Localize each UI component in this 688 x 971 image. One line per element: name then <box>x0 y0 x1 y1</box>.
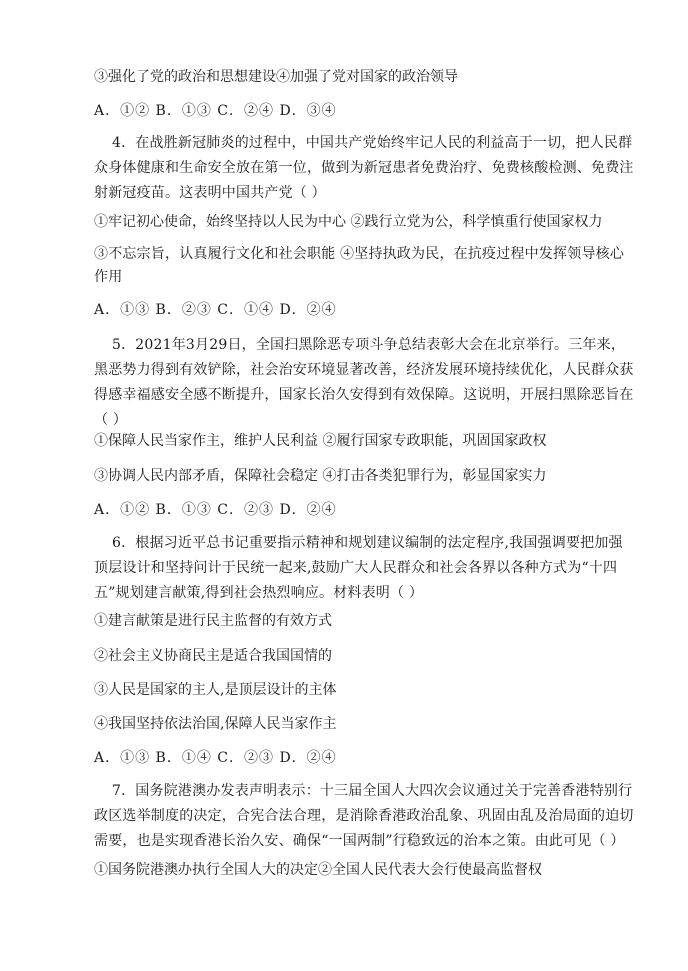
q6-option-3: ③人民是国家的主人,是顶层设计的主体 <box>94 682 337 698</box>
q6-option-2: ②社会主义协商民主是适合我国国情的 <box>94 648 332 664</box>
question-6: 6．根据习近平总书记重要指示精神和规划建议编制的法定程序,我国强调要把加强顶层设计和坚持问计于民统一起来,鼓励广大人民群众和社会各界以各种方式为“十四五”规划建言献策,得到社会热烈响应。材料表明（ ） <box>94 535 623 601</box>
q5-options-1-2: ①保障人民当家作主，维护人民利益 ②履行国家专政职能，巩固国家政权 <box>94 433 547 449</box>
answer-choices-q6: A．①③ B．①④ C．②③ D．②④ <box>94 750 337 766</box>
q6-option-1: ①建言献策是进行民主监督的有效方式 <box>94 613 332 629</box>
question-4: 4．在战胜新冠肺炎的过程中，中国共产党始终牢记人民的利益高于一切，把人民群众身体健康和生命安全放在第一位，做到为新冠患者免费治疗、免费核酸检测、免费注射新冠疫苗。这表明中国共产党（ ） <box>94 135 634 201</box>
answer-choices-q5: A．①② B．①③ C．②③ D．②④ <box>94 502 337 518</box>
question-7: 7．国务院港澳办发表声明表示：十三届全国人大四次会议通过关于完善香港特别行政区选举制度的决定，合宪合法合理，是消除香港政治乱象、巩固由乱及治局面的迫切需要，也是实现香港长治久安、确保“一国两制”行稳致远的治本之策。由此可见（ ） <box>94 783 634 849</box>
answer-choices-q3: A．①② B．①③ C．②④ D．③④ <box>94 103 337 119</box>
q5-options-3-4: ③协调人民内部矛盾，保障社会稳定 ④打击各类犯罪行为，彰显国家实力 <box>94 468 547 484</box>
question-5: 5．2021年3月29日，全国扫黑除恶专项斗争总结表彰大会在北京举行。三年来，黑恶势力得到有效铲除，社会治安环境显著改善，经济发展环境持续优化，人民群众获得感幸福感安全感不断提升，国家长治久安得到有效保障。这说明，开展扫黑除恶旨在（ ） <box>94 337 634 428</box>
answer-choices-q4: A．①③ B．②③ C．①④ D．②④ <box>94 302 337 318</box>
q6-option-4: ④我国坚持依法治国,保障人民当家作主 <box>94 716 337 732</box>
option-line-3-4: ③强化了党的政治和思想建设④加强了党对国家的政治领导 <box>94 69 458 85</box>
q4-options-3-4: ③不忘宗旨，认真履行文化和社会职能 ④坚持执政为民，在抗疫过程中发挥领导核心作用 <box>94 246 625 285</box>
q7-options-1-2: ①国务院港澳办执行全国人大的决定②全国人民代表大会行使最高监督权 <box>94 862 542 878</box>
q4-options-1-2: ①牢记初心使命，始终坚持以人民为中心 ②践行立党为公，科学慎重行使国家权力 <box>94 214 603 230</box>
